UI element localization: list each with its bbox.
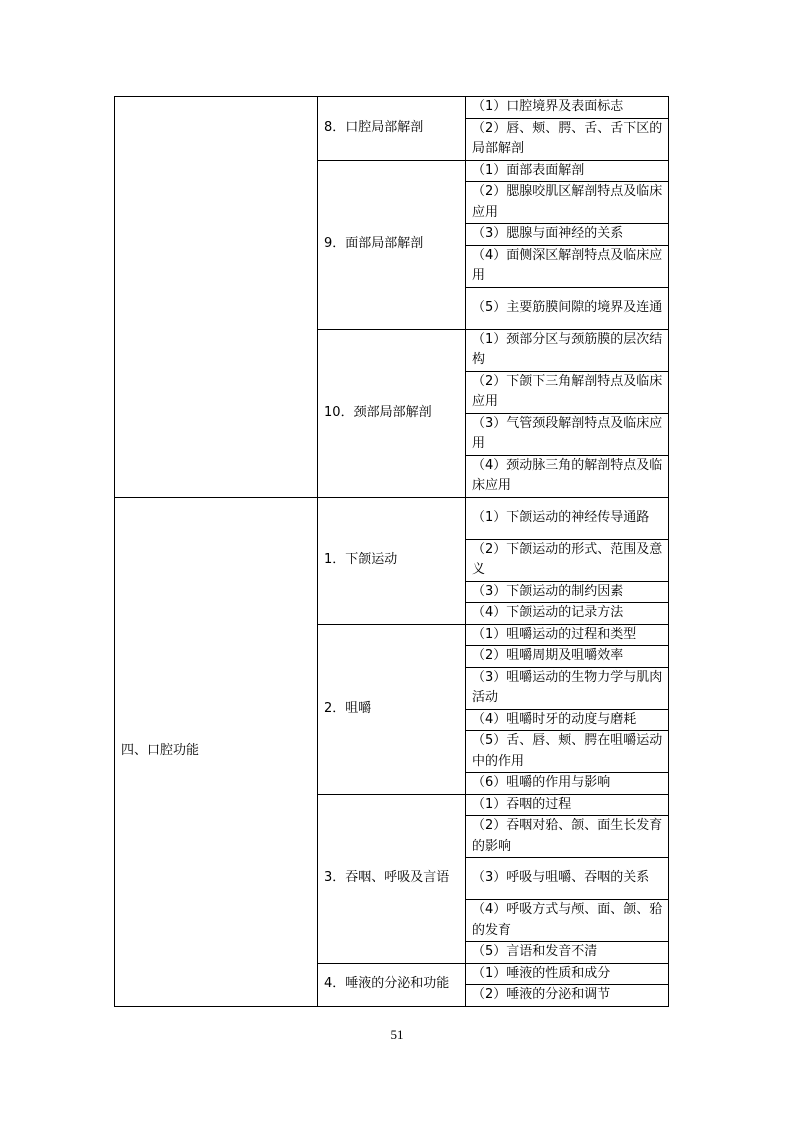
unit-cell: 3．吞咽、呼吸及言语 [318, 794, 466, 963]
item-cell: （3）咀嚼运动的生物力学与肌肉活动 [465, 667, 668, 709]
item-cell: （4）呼吸方式与颅、面、颌、𬌗的发育 [465, 900, 668, 942]
item-cell: （1）吞咽的过程 [465, 794, 668, 816]
item-cell: （3）下颌运动的制约因素 [465, 581, 668, 603]
syllabus-table [114, 96, 669, 1007]
item-cell: （1）咀嚼运动的过程和类型 [465, 624, 668, 646]
item-cell: （1）颈部分区与颈筋膜的层次结构 [465, 329, 668, 371]
page-number: 51 [390, 1027, 404, 1042]
item-cell: （1）口腔境界及表面标志 [465, 97, 668, 119]
unit-cell: 10．颈部局部解剖 [318, 329, 466, 497]
item-cell: （1）唾液的性质和成分 [465, 963, 668, 985]
section-cell: 四、口腔功能 [115, 497, 318, 1006]
item-cell: （2）吞咽对𬌗、颌、面生长发育的影响 [465, 816, 668, 858]
unit-cell: 8．口腔局部解剖 [318, 97, 466, 161]
item-cell: （3）腮腺与面神经的关系 [465, 224, 668, 246]
item-cell: （2）下颌运动的形式、范围及意义 [465, 539, 668, 581]
item-cell: （5）主要筋膜间隙的境界及连通 [465, 287, 668, 329]
section-cell [115, 97, 318, 498]
item-cell: （2）唾液的分泌和调节 [465, 985, 668, 1007]
table-row [115, 497, 669, 539]
item-cell: （1）面部表面解剖 [465, 160, 668, 182]
item-cell: （6）咀嚼的作用与影响 [465, 773, 668, 795]
item-cell: （2）腮腺咬肌区解剖特点及临床应用 [465, 182, 668, 224]
table-row [115, 97, 669, 119]
item-cell: （5）舌、唇、颊、腭在咀嚼运动中的作用 [465, 731, 668, 773]
item-cell: （4）颈动脉三角的解剖特点及临床应用 [465, 455, 668, 497]
item-cell: （3）呼吸与咀嚼、吞咽的关系 [465, 858, 668, 900]
item-cell: （4）面侧深区解剖特点及临床应用 [465, 245, 668, 287]
item-cell: （5）言语和发音不清 [465, 942, 668, 964]
unit-cell: 2．咀嚼 [318, 624, 466, 794]
item-cell: （4）咀嚼时牙的动度与磨耗 [465, 709, 668, 731]
unit-cell: 9．面部局部解剖 [318, 160, 466, 329]
unit-cell: 1．下颌运动 [318, 497, 466, 624]
item-cell: （4）下颌运动的记录方法 [465, 603, 668, 625]
item-cell: （2）唇、颊、腭、舌、舌下区的局部解剖 [465, 118, 668, 160]
item-cell: （2）下颌下三角解剖特点及临床应用 [465, 371, 668, 413]
item-cell: （1）下颌运动的神经传导通路 [465, 497, 668, 539]
item-cell: （2）咀嚼周期及咀嚼效率 [465, 646, 668, 668]
unit-cell: 4．唾液的分泌和功能 [318, 963, 466, 1006]
item-cell: （3）气管颈段解剖特点及临床应用 [465, 413, 668, 455]
